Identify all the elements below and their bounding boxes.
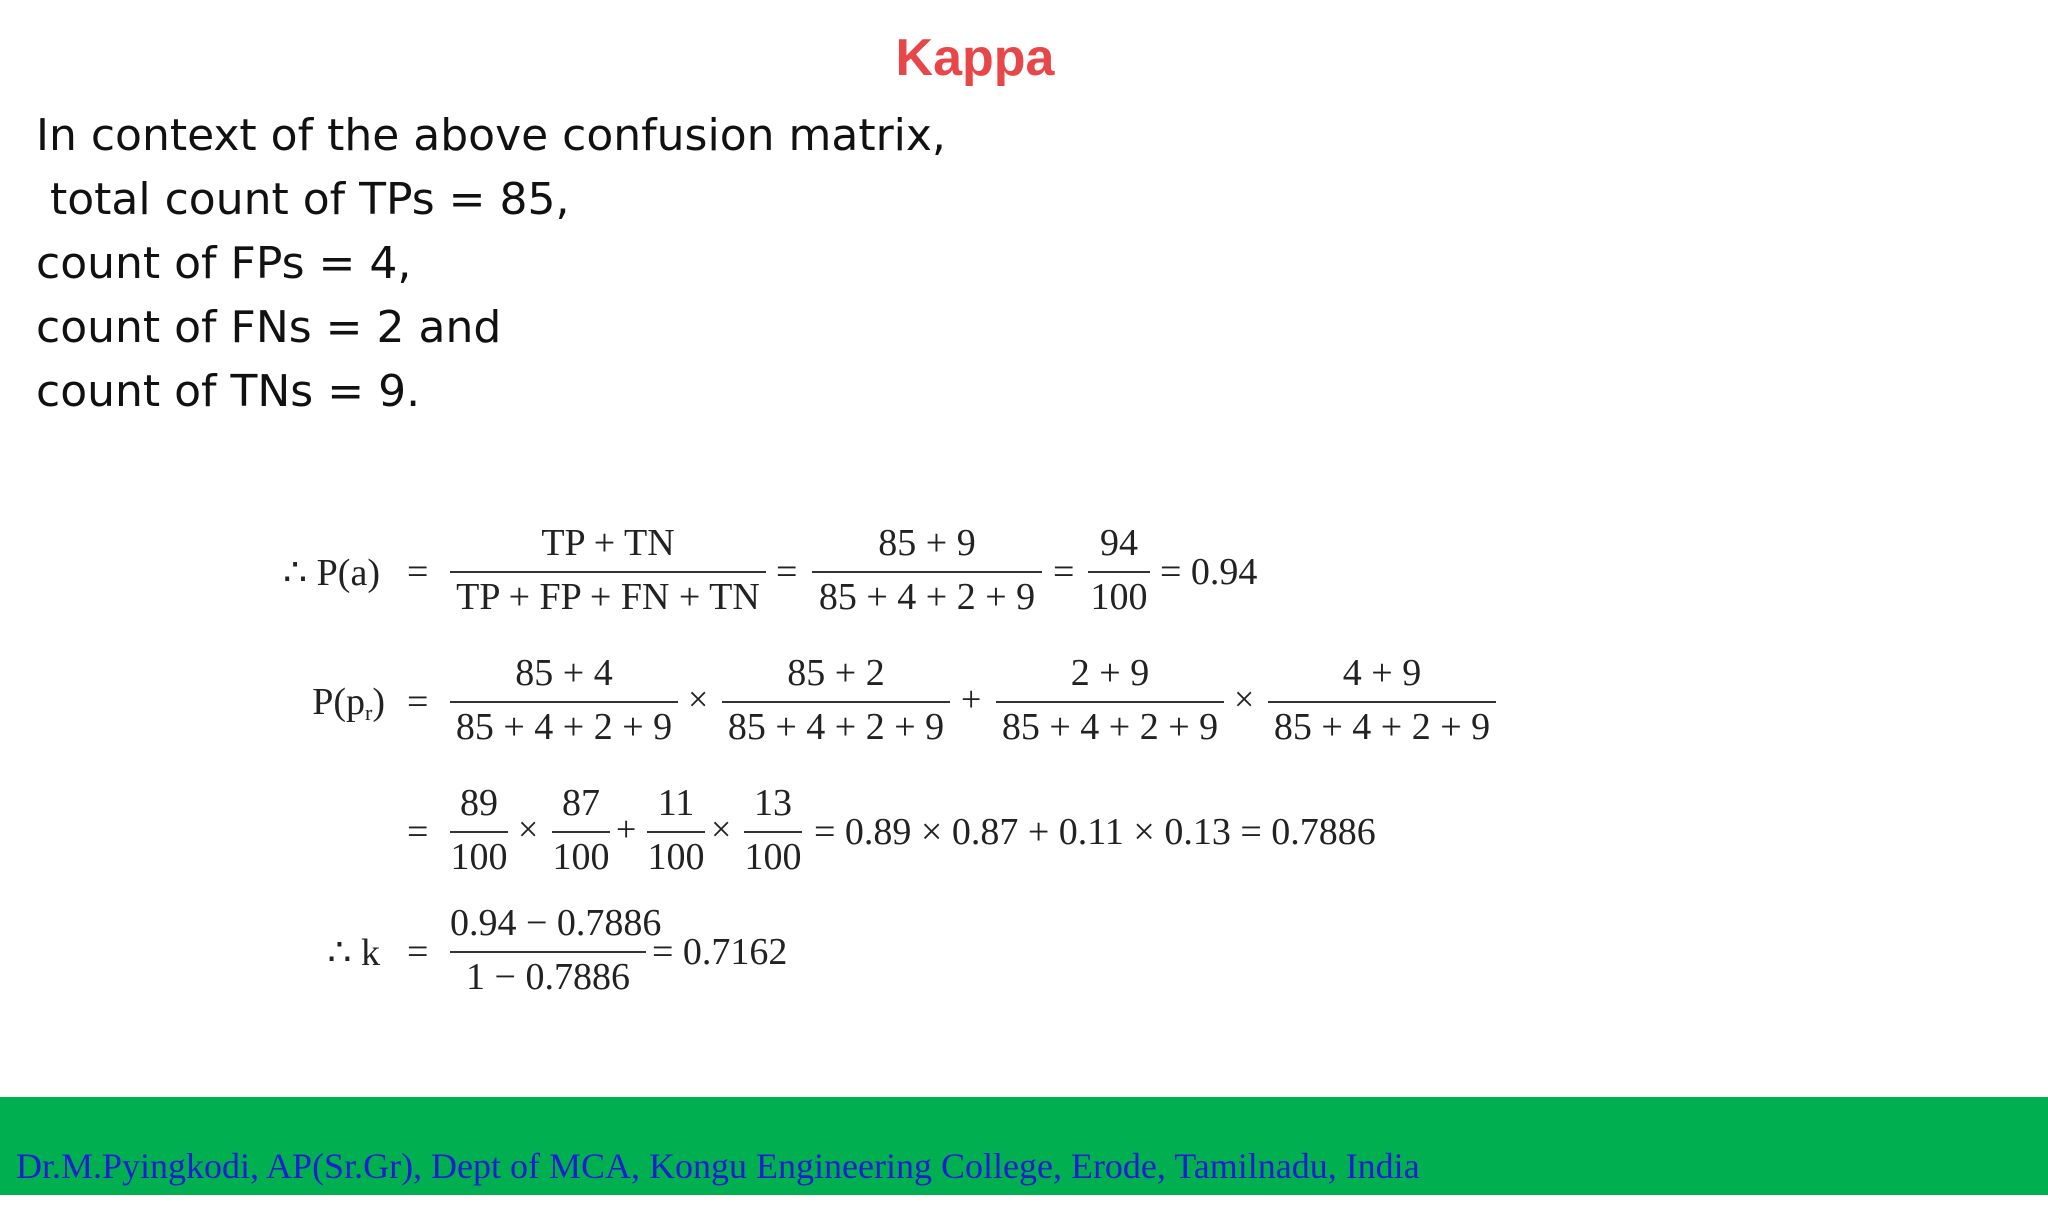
fraction-denominator: 85 + 4 + 2 + 9 xyxy=(1273,706,1491,748)
pa-fraction-simplified xyxy=(1088,515,1150,625)
fraction-denominator: 100 xyxy=(1090,576,1148,618)
fraction-bar xyxy=(450,951,646,953)
ppr-lhs-close: ) xyxy=(372,681,385,723)
fraction-numerator: 87 xyxy=(562,782,600,824)
fraction-denominator: 85 + 4 + 2 + 9 xyxy=(455,706,673,748)
fraction-denominator: 85 + 4 + 2 + 9 xyxy=(727,706,945,748)
pa-lhs: ∴ P(a) xyxy=(283,552,380,594)
ppr2-result: = 0.89 × 0.87 + 0.11 × 0.13 = 0.7886 xyxy=(814,811,1376,853)
fraction-bar xyxy=(812,571,1042,573)
ppr2-multiply-2: × xyxy=(711,809,732,849)
footer-bar xyxy=(0,1097,2048,1195)
ppr-fraction-4 xyxy=(1268,645,1496,755)
fraction-numerator: 89 xyxy=(460,782,498,824)
fraction-bar xyxy=(722,701,950,703)
fraction-bar xyxy=(450,831,508,833)
pa-result: = 0.94 xyxy=(1160,551,1258,593)
equation-kappa xyxy=(0,895,2048,1005)
ppr2-multiply-1: × xyxy=(518,809,539,849)
fraction-denominator: 85 + 4 + 2 + 9 xyxy=(1001,706,1219,748)
pa-equals-3: = xyxy=(1053,551,1075,593)
fraction-numerator: TP + TN xyxy=(541,522,675,564)
fraction-denominator: 100 xyxy=(552,836,610,878)
fraction-numerator: 13 xyxy=(754,782,792,824)
fraction-numerator: 4 + 9 xyxy=(1342,652,1422,694)
ppr-fraction-1 xyxy=(450,645,678,755)
fraction-bar xyxy=(1088,571,1150,573)
fraction-denominator: 100 xyxy=(744,836,802,878)
ppr2-plus: + xyxy=(616,809,637,849)
fraction-denominator: TP + FP + FN + TN xyxy=(456,576,760,618)
pa-fraction-formula xyxy=(450,515,766,625)
bottom-strip xyxy=(0,1195,2048,1209)
fraction-numerator: 85 + 2 xyxy=(787,652,885,694)
fraction-numerator: 94 xyxy=(1100,522,1138,564)
fraction-bar xyxy=(996,701,1224,703)
k-result: = 0.7162 xyxy=(652,931,788,973)
equation-ppr xyxy=(0,645,2048,755)
fraction-numerator: 85 + 4 xyxy=(515,652,613,694)
fraction-bar xyxy=(450,701,678,703)
k-lhs: ∴ k xyxy=(327,932,380,974)
ppr-lhs-main: P(p xyxy=(312,681,366,723)
pa-fraction-values xyxy=(812,515,1042,625)
ppr-fraction-3 xyxy=(996,645,1224,755)
pa-equals-2: = xyxy=(776,551,798,593)
k-fraction xyxy=(450,895,662,1005)
ppr-lhs xyxy=(235,680,385,726)
ppr-multiply-1: × xyxy=(688,679,709,719)
ppr2-fraction-1 xyxy=(450,775,508,885)
intro-line: count of FNs = 2 and xyxy=(36,302,502,353)
equation-ppr-values xyxy=(0,775,2048,885)
fraction-bar xyxy=(647,831,705,833)
ppr-lhs-subscript: r xyxy=(365,700,373,725)
fraction-bar xyxy=(744,831,802,833)
ppr2-fraction-2 xyxy=(552,775,610,885)
fraction-denominator: 100 xyxy=(450,836,508,878)
ppr2-fraction-3 xyxy=(647,775,705,885)
fraction-denominator: 100 xyxy=(647,836,705,878)
intro-line: total count of TPs = 85, xyxy=(36,174,570,225)
pa-equals: = xyxy=(407,551,429,593)
fraction-denominator: 1 − 0.7886 xyxy=(466,956,630,998)
intro-line: count of FPs = 4, xyxy=(36,238,412,289)
ppr-multiply-2: × xyxy=(1234,679,1255,719)
footer-credit: Dr.M.Pyingkodi, AP(Sr.Gr), Dept of MCA, Kongu Engineering College, Erode, Tamilnadu, India xyxy=(16,1146,1420,1186)
fraction-numerator: 85 + 9 xyxy=(878,522,976,564)
fraction-numerator: 11 xyxy=(657,782,695,824)
fraction-denominator: 85 + 4 + 2 + 9 xyxy=(818,576,1036,618)
ppr-fraction-2 xyxy=(722,645,950,755)
fraction-bar xyxy=(1268,701,1496,703)
ppr2-fraction-4 xyxy=(744,775,802,885)
ppr2-equals: = xyxy=(407,811,429,853)
ppr-equals: = xyxy=(407,681,429,723)
intro-line: count of TNs = 9. xyxy=(36,366,421,417)
ppr-plus: + xyxy=(961,679,982,719)
intro-line: In context of the above confusion matrix, xyxy=(36,110,946,161)
slide-title: Kappa xyxy=(895,29,1055,87)
equation-pa xyxy=(0,515,2048,625)
fraction-numerator: 2 + 9 xyxy=(1070,652,1150,694)
fraction-bar xyxy=(450,571,766,573)
k-equals: = xyxy=(407,931,429,973)
fraction-numerator: 0.94 − 0.7886 xyxy=(450,902,662,944)
fraction-bar xyxy=(552,831,610,833)
